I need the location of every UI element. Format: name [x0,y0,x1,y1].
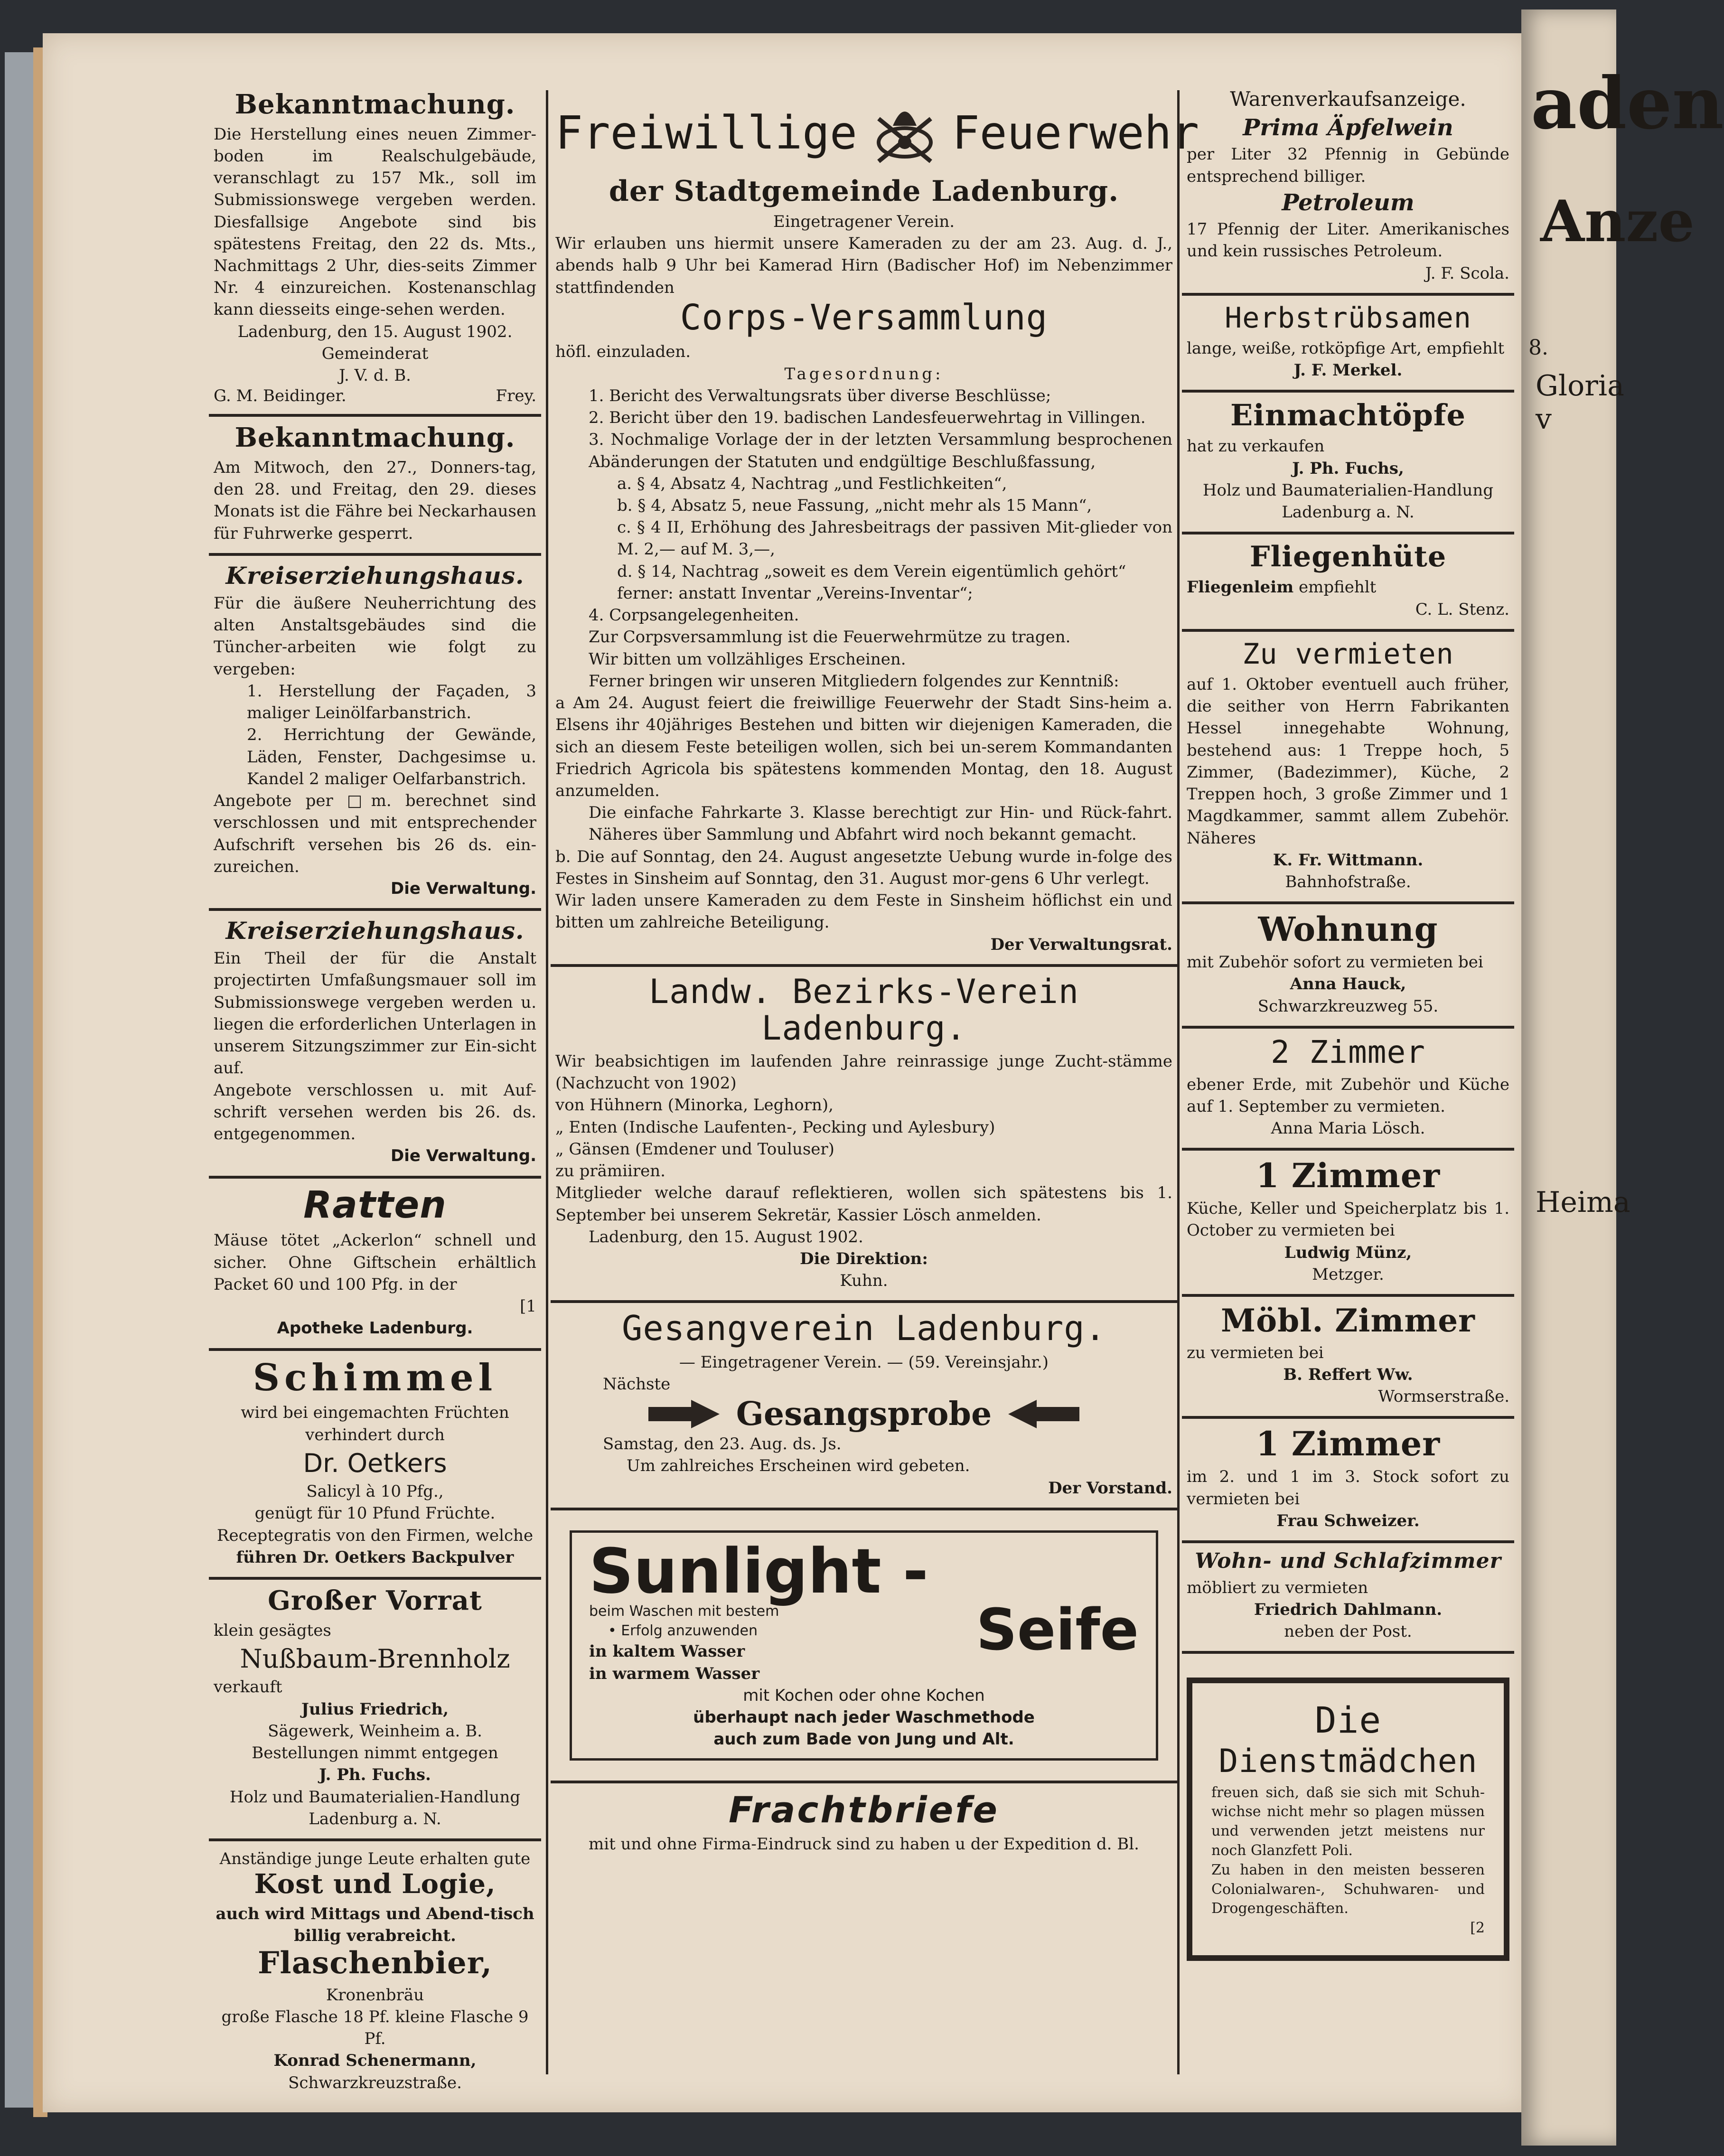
ad-line: beim Waschen mit bestem [589,1603,779,1620]
ad-title: Kost und Logie, [254,1868,496,1900]
ad-herbstruebsamen [1182,296,1514,393]
ad-signer: Anna Hauck, [1290,975,1406,994]
ad-body: möbliert zu vermieten [1187,1578,1368,1597]
ad-intro: Wir erlauben uns hiermit unsere Kameraden zu der am 23. Aug. d. J., abends halb 9 Uhr bei Kamerad Hirn (Badischer Hof) im Nebenzimmer stattfindenden [555,234,1172,297]
adjacent-number: 8. [1528,336,1548,360]
ad-line: zu prämiiren. [555,1162,665,1181]
ad-line: wird bei eingemachten Früchten [241,1403,509,1423]
ad-body: Mäuse tötet „Ackerlon“ schnell und sicher. Ohne Giftschein erhältlich Packet 60 und 100 Pfg. in der [214,1231,536,1294]
ad-title: Schimmel [253,1356,497,1399]
ad-moebl-zimmer [1182,1297,1514,1419]
ad-bekanntmachung-2 [209,417,541,556]
ad-item: Prima Äpfelwein [1243,114,1453,141]
ad-body: Die Herstellung eines neuen Zimmer-boden im Realschulgebäude, veranschlagt zu 157 Mk., soll im Submissionswege vergeben werden. Diesfallsige Angebote sind bis spätestens Freitag, den 22 ds. Mts., Nachmittags 2 Uhr, dies-seits Zimmer Nr. 4 einzureichen. Kostenanschlag kann diesseits einge-sehen werden. [214,124,536,319]
ad-closing: Wir laden unsere Kameraden zu dem Feste in Sinsheim höflichst ein und bitten um zahlreiche Beteiligung. [555,891,1172,932]
ad-body: Ein Theil der für die Anstalt projectirten Umfaßungsmauer soll im Submissionswege vergeben werden u. liegen die erforderlichen Unterlagen in unserem Sitzungszimmer zur Ein-sicht auf. [214,949,536,1078]
ad-date: Ladenburg, den 15. August 1902. [589,1227,863,1247]
ad-brand: Dr. Oetkers [303,1448,447,1478]
ad-title: Herbstrübsamen [1225,301,1471,335]
agenda-item: 3. Nochmalige Vorlage der in der letzten Versammlung besprochenen Abänderungen der Statuten und endgültige Beschlußfassung, [589,430,1172,471]
ad-paragraph: a Am 24. August feiert die freiwillige Feuerwehr der Stadt Sins-heim a. Elsens ihr 40jähriges Bestehen und bitten wir diejenigen Kameraden, die sich an diesem Feste beteiligen wollen, sich bei un-serem Kommandanten Friedrich Agricola bis spätestens kommenden Montag, den 18. August anzumelden. [555,694,1172,801]
ad-line: Bestellungen nimmt entgegen [252,1744,498,1763]
ad-signer: Ludwig Münz, [1284,1243,1412,1262]
ad-addr: Ladenburg a. N. [1282,503,1415,522]
ad-desc: 17 Pfennig der Liter. Amerikanisches und kein russisches Petroleum. [1187,220,1509,261]
agenda-item: 1. Bericht des Verwaltungsrats über diverse Beschlüsse; [589,386,1051,405]
ad-title: Ratten [303,1183,447,1227]
ad-addr: Metzger. [1312,1265,1384,1284]
ad-note: Um zahlreiches Erscheinen wird gebeten. [627,1456,970,1476]
ad-signer: C. L. Stenz. [1415,600,1509,619]
ad-title: 2 Zimmer [1271,1033,1425,1070]
ad-signer: K. Fr. Wittmann. [1273,850,1424,870]
agenda-subitem: ferner: anstatt Inventar „Vereins-Inventar“; [617,583,973,603]
ad-agent-addr: Holz und Baumaterialien-Handlung [229,1787,521,1807]
ad-line: Kronenbräu [326,1985,424,2005]
agenda-item: 2. Bericht über den 19. badischen Landesfeuerwehrtag in Villingen. [589,408,1146,428]
ad-title-2: Feuerwehr [952,106,1199,159]
ad-title: Bekanntmachung. [234,422,515,454]
ad-subtitle: — Eingetragener Verein. — (59. Vereinsjahr.) [679,1352,1049,1372]
ad-title: Die [1314,1699,1382,1742]
ad-1-zimmer-2 [1182,1419,1514,1543]
column-rule-1 [546,90,548,2074]
ad-addr: Bahnhofstraße. [1285,872,1411,891]
adjacent-heading: Gloria v [1536,369,1624,436]
ad-addr: Schwarzkreuzstraße. [288,2073,462,2092]
ad-line: Receptegratis von den Firmen, welche [216,1526,534,1545]
ad-body: Küche, Keller und Speicherplatz bis 1. October zu vermieten bei [1187,1199,1509,1240]
ad-body: auf 1. Oktober eventuell auch früher, die seither von Herrn Fabrikanten Hessel innegehabte Wohnung, bestehend aus: 1 Treppe hoch, 5 Zimmer, (Badezimmer), Küche, 2 Treppen hoch, 3 große Zimmer und 1 Magdkammer, sammt allem Zubehör. Näheres [1187,675,1509,848]
ad-dienstmaedchen [1182,1654,1514,1979]
ad-title: Zu vermieten [1242,637,1454,671]
ad-date: Samstag, den 23. Aug. ds. Js. [603,1434,842,1454]
ad-item: Petroleum [1282,189,1415,216]
ad-authority: Gemeinderat [321,344,429,363]
ad-signer: Anna Maria Lösch. [1271,1118,1425,1138]
column-left [209,52,541,2102]
ad-signer: Der Verwaltungsrat. [990,935,1172,954]
ad-line: in warmem Wasser [589,1664,760,1683]
ad-body-2: Mitglieder welche darauf reflektieren, wollen sich spätestens bis 1. September bei unserem Sekretär, Kassier Lösch anmelden. [555,1183,1172,1225]
ad-signer-name: Kuhn. [840,1271,888,1291]
ad-line: führen Dr. Oetkers Backpulver [236,1547,514,1567]
ad-paragraph: b. Die auf Sonntag, den 24. August angesetzte Uebung wurde in-folge des Festes in Sinsheim auf Sonntag, den 31. August mor-gens 6 Uhr verlegt. [555,847,1172,888]
ad-kost-logie [209,1841,541,2102]
ad-abbr: J. V. d. B. [338,366,411,385]
ad-desc: empfiehlt [1298,578,1377,597]
ad-body: Am Mitwoch, den 27., Donners-tag, den 28. und Freitag, den 29. dieses Monats ist die Fähre bei Neckarhausen für Fuhrwerke gesperrt. [214,458,536,543]
ad-signer: Frau Schweizer. [1276,1511,1420,1530]
ad-line: große Flasche 18 Pf. kleine Flasche 9 Pf. [221,2007,529,2049]
ad-warenverkauf [1182,52,1514,296]
ad-body: zu vermieten bei [1187,1343,1324,1362]
ad-title-2: Dienstmädchen [1218,1742,1478,1780]
ad-line: auch zum Bade von Jung und Alt. [713,1730,1014,1749]
ad-gesangverein [551,1303,1177,1510]
ad-signer: Friedrich Dahlmann. [1254,1600,1443,1619]
ad-note: Wir bitten um vollzähliges Erscheinen. [589,649,906,669]
ad-item: 1. Herstellung der Façaden, 3 maliger Leinölfarbanstrich. [247,681,536,723]
ad-line: genügt für 10 Pfund Früchte. [254,1504,496,1523]
ad-body: ebener Erde, mit Zubehör und Küche auf 1. September zu vermieten. [1187,1075,1509,1116]
ad-title: Kreiserziehungshaus. [225,917,525,945]
ad-invite: höfl. einzuladen. [555,342,691,362]
ad-signer: Die Direktion: [800,1249,928,1268]
ad-addr: Wormserstraße. [1378,1387,1509,1406]
ad-title: 1 Zimmer [1256,1424,1441,1464]
ad-title: 1 Zimmer [1256,1156,1441,1196]
adjacent-heading-2: Heima [1536,1186,1630,1219]
ad-body: mit Zubehör sofort zu vermieten bei [1187,953,1483,972]
ad-title: Freiwillige [555,106,857,159]
ad-line: in kaltem Wasser [589,1642,745,1661]
adjacent-subhead: Anze [1540,188,1695,255]
ad-product: Nußbaum-Brennholz [240,1644,510,1674]
agenda-subitem: a. § 4, Absatz 4, Nachtrag „und Festlichkeiten“, [617,474,1007,493]
agenda-subitem: b. § 4, Absatz 5, neue Fassung, „nicht mehr als 15 Mann“, [617,496,1092,515]
ad-addr: Holz und Baumaterialien-Handlung [1202,480,1494,500]
ad-place-date: Ladenburg, den 15. August 1902. [237,322,513,341]
ad-wohnung [1182,904,1514,1029]
agenda-subitem: d. § 14, Nachtrag „soweit es dem Verein eigentümlich gehört“ [617,562,1126,581]
ad-agenda-label: Tagesordnung: [784,364,944,384]
ad-kreiserziehungshaus-1 [209,556,541,911]
ad-line: überhaupt nach jeder Waschmethode [693,1708,1035,1727]
ad-title: Wohnung [1258,909,1438,949]
ad-line: „ Enten (Indische Laufenten-, Pecking und Aylesbury) [555,1117,995,1137]
ad-feuerwehr [551,52,1199,967]
ad-event: Gesangsprobe [736,1395,992,1434]
ad-agent-addr: Ladenburg a. N. [309,1809,441,1828]
ad-body: Angebote per □m. berechnet sind verschlossen und mit entsprechender Aufschrift versehen bis 26 ds. ein-zureichen. [214,791,536,876]
ad-body-2: Angebote verschlossen u. mit Auf-schrift versehen werden bis 26. ds. entgegenommen. [214,1080,536,1144]
ad-line: • Erfolg anzuwenden [608,1622,758,1639]
ad-label: Nächste [603,1374,671,1394]
ad-body: mit und ohne Firma-Eindruck sind zu haben u der Expedition d. Bl. [589,1835,1139,1854]
ad-seller-addr: Sägewerk, Weinheim a. B. [268,1721,482,1741]
ad-title: Sunlight - [589,1535,928,1607]
ad-sunlight [551,1510,1177,1783]
ad-title: Warenverkaufsanzeige. [1230,87,1466,111]
column-center [551,52,1199,1864]
ad-signer: B. Reffert Ww. [1283,1365,1413,1384]
ad-title: Frachtbriefe [729,1788,999,1831]
ad-event: Corps-Versammlung [680,297,1048,338]
adjacent-page [1521,9,1724,2146]
ad-title: Möbl. Zimmer [1221,1302,1475,1340]
ad-title: Landw. Bezirks-Verein Ladenburg. [648,972,1079,1048]
ad-title: Gesangverein Ladenburg. [622,1308,1106,1349]
ad-item: Fliegenleim [1187,578,1294,597]
ad-line: mit Kochen oder ohne Kochen [743,1686,985,1705]
ad-body: Wir beabsichtigen im laufenden Jahre reinrassige junge Zucht-stämme (Nachzucht von 1902) [555,1051,1172,1093]
ad-signer: J. F. Merkel. [1293,361,1403,380]
ad-number: [2 [1470,1920,1485,1937]
ad-ratten [209,1179,541,1351]
ad-bezirksverein [551,967,1177,1303]
ad-title: Großer Vorrat [268,1585,482,1617]
ad-body: im 2. und 1 im 3. Stock sofort zu vermieten bei [1187,1467,1509,1509]
ad-desc: hat zu verkaufen [1187,437,1325,456]
ad-body: freuen sich, daß sie sich mit Schuh-wichse nicht mehr so plagen müssen und verwenden jetzt meistens nur noch Glanzfett Poli. [1211,1784,1485,1859]
ad-einmachtoepfe [1182,393,1514,534]
ad-2-zimmer [1182,1029,1514,1151]
ad-signer: Die Verwaltung. [391,879,536,898]
ad-title: Einmachtöpfe [1230,398,1466,433]
ad-frachtbriefe [551,1783,1177,1864]
ad-addr: Schwarzkreuzweg 55. [1257,996,1439,1016]
ad-item: 2. Herrichtung der Gewände, Läden, Fenster, Dachgesimse u. Kandel 2 maliger Oelfarbanstrich. [247,725,536,788]
ad-signer: Der Vorstand. [1048,1478,1172,1498]
ad-line: klein gesägtes [214,1621,331,1640]
ad-kreiserziehungshaus-2 [209,911,541,1178]
ad-note: Ferner bringen wir unseren Mitgliedern folgendes zur Kenntniß: [589,671,1119,691]
ad-title: Fliegenhüte [1249,540,1447,574]
ad-line: verkauft [214,1678,282,1697]
ad-title-2: Flaschenbier, [257,1945,493,1981]
ad-zu-vermieten [1182,632,1514,904]
ad-note: Zur Corpsversammlung ist die Feuerwehrmütze zu tragen. [589,628,1071,647]
ad-title: Wohn- und Schlafzimmer [1195,1549,1501,1574]
ad-desc: lange, weiße, rotköpfige Art, empfiehlt [1187,338,1505,358]
ad-seller: Julius Friedrich, [301,1699,449,1719]
column-right [1182,52,1514,1979]
ad-line: von Hühnern (Minorka, Leghorn), [555,1096,834,1115]
ad-line: verhindert durch [305,1425,445,1444]
ad-nussbaum [209,1580,541,1841]
ad-title-2: Seife [976,1597,1139,1663]
ad-bekanntmachung-1 [209,52,541,417]
ad-title: Bekanntmachung. [234,89,515,120]
ad-line: „ Gänsen (Emdener und Touluser) [555,1139,834,1159]
ad-number: [1 [520,1297,536,1316]
ad-registered: Eingetragener Verein. [773,212,955,231]
ad-signer: J. F. Scola. [1425,263,1509,283]
ad-signer: G. M. Beidinger. [214,386,347,406]
ad-signer: J. Ph. Fuchs, [1292,459,1404,478]
ad-wohn-schlafzimmer [1182,1543,1514,1654]
ad-signer: Apotheke Ladenburg. [277,1319,473,1338]
ad-schimmel [209,1351,541,1580]
ad-subtitle: der Stadtgemeinde Ladenburg. [609,175,1119,208]
column-rule-2 [1177,90,1180,2074]
pointing-hand-right-icon [648,1397,720,1431]
ad-signer: Konrad Schenermann, [273,2051,477,2071]
agenda-subitem: c. § 4 II, Erhöhung des Jahresbeitrags der passiven Mit-glieder von M. 2,— auf M. 3,—, [617,518,1172,559]
ad-desc: per Liter 32 Pfennig in Gebünde entsprechend billiger. [1187,145,1509,186]
ad-intro: Für die äußere Neuherrichtung des alten Anstaltsgebäudes sind die Tüncher-arbeiten wie folgt zu vergeben: [214,593,536,679]
ad-signer: Die Verwaltung. [391,1146,536,1166]
ad-1-zimmer [1182,1151,1514,1297]
ad-title: Kreiserziehungshaus. [225,561,525,590]
fire-brigade-emblem [860,90,950,176]
adjacent-masthead: aden [1531,62,1724,145]
pointing-hand-left-icon [1008,1397,1079,1431]
ad-agent: J. Ph. Fuchs. [319,1765,431,1785]
ad-line: Salicyl à 10 Pfg., [306,1482,444,1501]
ad-addr: neben der Post. [1284,1622,1412,1641]
ad-signer-2: Frey. [496,386,536,406]
ad-line: auch wird Mittags und Abend-tisch billig verabreicht. [216,1904,534,1946]
ad-line: Anständige junge Leute erhalten gute [219,1849,531,1869]
ad-paragraph: Die einfache Fahrkarte 3. Klasse berechtigt zur Hin- und Rück-fahrt. Näheres über Sammlung und Abfahrt wird noch bekannt gemacht. [589,803,1172,844]
ad-body-2: Zu haben in den meisten besseren Colonialwaren-, Schuhwaren- und Drogengeschäften. [1211,1861,1485,1917]
agenda-item: 4. Corpsangelegenheiten. [589,606,799,625]
ad-fliegenhuete [1182,534,1514,631]
